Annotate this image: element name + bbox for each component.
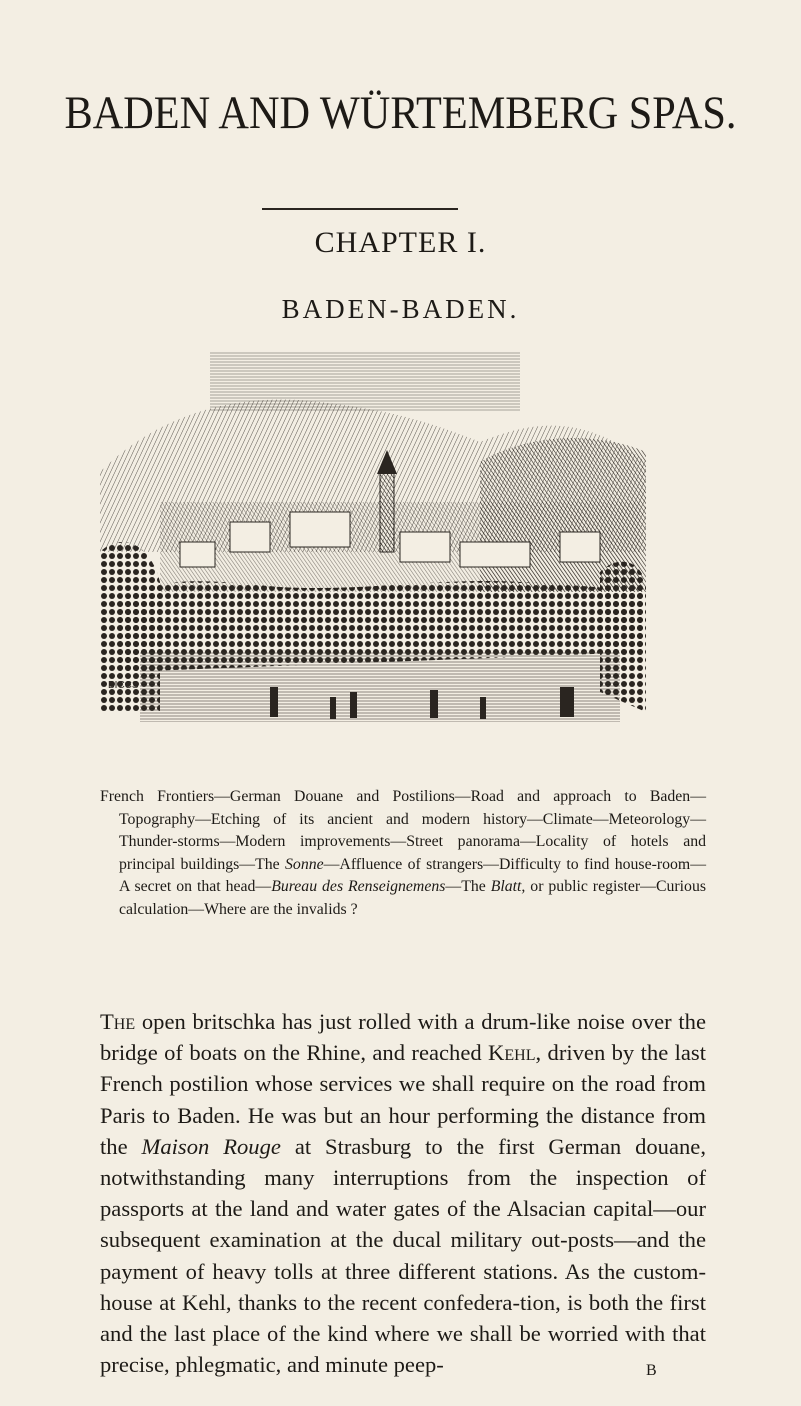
title-rule: [262, 208, 458, 210]
engraving-illustration: [100, 352, 646, 752]
page-title: BADEN AND WÜRTEMBERG SPAS.: [64, 87, 737, 139]
body-paragraph: The open britschka has just rolled with a drum-like noise over the bridge of boats on the Rhine, and reached Kehl, driven by the last French postilion whose services we shall require on the road from Paris to Baden. He was but an hour performing the distance from the Maison Rouge at Strasburg to the first German douane, notwithstanding many interruptions from the inspection of passports at the land and water gates of the Alsacian capital—our subsequent examination at the ducal military out-posts—and the payment of heavy tolls at three different stations. As the custom-house at Kehl, thanks to the recent confedera-tion, is both the first and the last place of the kind where we shall be worried with that precise, phlegmatic, and minute peep-: [100, 1009, 706, 1378]
engraver-signature: BICCS: [108, 680, 139, 691]
chapter-synopsis: French Frontiers—German Douane and Postilions—Road and approach to Baden—Topography—Etching of its ancient and modern history—Climate—Meteorology—Thunder-storms—Modern improvements—Street panorama—Locality of hotels and principal buildings—The Sonne—Affluence of strangers—Difficulty to find house-room—A secret on that head—Bureau des Renseignemens—The Blatt, or public register—Curious calculation—Where are the invalids ?: [100, 788, 706, 918]
chapter-heading: CHAPTER I.: [314, 226, 487, 259]
printer-signature-mark: B: [646, 1362, 657, 1379]
chapter-subheading: BADEN-BADEN.: [281, 294, 520, 324]
